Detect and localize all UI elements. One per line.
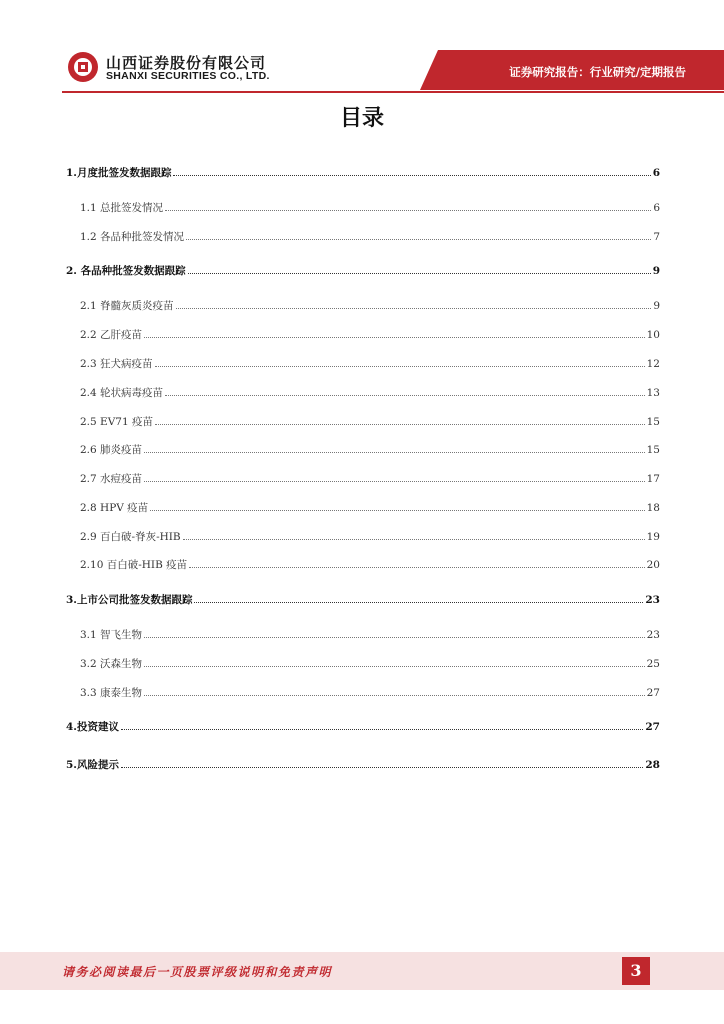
toc-dot-leader <box>183 530 645 540</box>
toc-entry[interactable] <box>80 628 660 642</box>
toc-entry-page: 6 <box>653 202 660 214</box>
toc-entry-label: 2.10 百白破-HIB 疫苗 <box>80 559 188 571</box>
toc-entry[interactable] <box>80 501 660 515</box>
toc-dot-leader <box>150 501 644 511</box>
toc-entry-label: 2.1 脊髓灰质炎疫苗 <box>80 300 174 312</box>
toc-dot-leader <box>173 166 650 176</box>
toc-dot-leader <box>144 686 645 696</box>
toc-entry-page: 20 <box>646 559 660 571</box>
toc-entry-page: 15 <box>646 444 660 456</box>
toc-dot-leader <box>121 758 643 768</box>
toc-dot-leader <box>121 720 643 730</box>
toc-entry-label: 3.上市公司批签发数据跟踪 <box>66 594 193 606</box>
toc-dot-leader <box>144 443 645 453</box>
toc-entry-page: 7 <box>653 231 660 243</box>
toc-entry-label: 3.2 沃森生物 <box>80 658 143 670</box>
toc-entry-page: 15 <box>646 416 660 428</box>
toc-entry-page: 9 <box>653 300 660 312</box>
toc-entry-page: 25 <box>646 658 660 670</box>
toc-entry[interactable] <box>80 230 660 244</box>
toc-entry-label: 2.5 EV71 疫苗 <box>80 416 153 428</box>
toc-entry-label: 5.风险提示 <box>66 759 119 771</box>
toc-dot-leader <box>188 264 651 274</box>
toc-entry[interactable] <box>80 558 660 572</box>
toc-dot-leader <box>144 628 645 638</box>
toc-dot-leader <box>165 386 645 396</box>
toc-entry[interactable] <box>66 593 660 607</box>
toc-dot-leader <box>144 328 645 338</box>
toc-entry-page: 9 <box>652 265 660 277</box>
toc-entry[interactable] <box>66 758 660 772</box>
report-type-label: 证券研究报告：行业研究/定期报告 <box>509 65 686 79</box>
page-number: 3 <box>622 957 650 985</box>
toc-entry[interactable] <box>80 299 660 313</box>
toc-entry[interactable] <box>80 386 660 400</box>
toc-entry-label: 2.6 肺炎疫苗 <box>80 444 143 456</box>
page-header <box>0 0 724 95</box>
toc-entry[interactable] <box>80 657 660 671</box>
toc-entry-label: 2.2 乙肝疫苗 <box>80 329 143 341</box>
toc-entry[interactable] <box>80 415 660 429</box>
company-logo-icon <box>68 52 98 82</box>
toc-entry[interactable] <box>80 357 660 371</box>
toc-entry-page: 23 <box>646 629 660 641</box>
toc-entry-label: 2.7 水痘疫苗 <box>80 473 143 485</box>
toc-entry-label: 1.月度批签发数据跟踪 <box>66 167 172 179</box>
toc-entry[interactable] <box>80 201 660 215</box>
toc-entry-label: 2.4 轮状病毒疫苗 <box>80 387 164 399</box>
toc-entry-label: 2.8 HPV 疫苗 <box>80 502 149 514</box>
toc-entry-page: 6 <box>652 167 660 179</box>
toc-title: 目录 <box>339 106 384 131</box>
toc-entry-page: 18 <box>646 502 660 514</box>
toc-dot-leader <box>144 472 645 482</box>
toc-entry-label: 3.3 康泰生物 <box>80 687 143 699</box>
toc-dot-leader <box>176 299 652 309</box>
toc-entry-label: 4.投资建议 <box>66 721 119 733</box>
toc-entry[interactable] <box>66 264 660 278</box>
company-name-en: SHANXI SECURITIES CO., LTD. <box>106 70 270 82</box>
toc-dot-leader <box>155 357 645 367</box>
toc-dot-leader <box>155 415 645 425</box>
toc-entry-label: 1.2 各品种批签发情况 <box>80 231 185 243</box>
toc-entry[interactable] <box>80 472 660 486</box>
toc-entry[interactable] <box>80 686 660 700</box>
toc-entry-page: 17 <box>646 473 660 485</box>
toc-entry-label: 2. 各品种批签发数据跟踪 <box>66 265 186 277</box>
toc-entry-label: 2.3 狂犬病疫苗 <box>80 358 153 370</box>
toc-dot-leader <box>186 230 651 240</box>
toc-entry-page: 19 <box>646 531 660 543</box>
toc-entry[interactable] <box>80 530 660 544</box>
toc-entry-label: 1.1 总批签发情况 <box>80 202 164 214</box>
toc-entry-label: 3.1 智飞生物 <box>80 629 143 641</box>
header-divider <box>62 91 724 93</box>
toc-entry[interactable] <box>66 166 660 180</box>
toc-dot-leader <box>194 593 643 603</box>
toc-entry-label: 2.9 百白破-脊灰-HIB <box>80 531 181 543</box>
toc-entry-page: 27 <box>645 721 660 733</box>
toc-entry-page: 12 <box>646 358 660 370</box>
toc-dot-leader <box>144 657 645 667</box>
toc-entry[interactable] <box>66 720 660 734</box>
toc-entry[interactable] <box>80 328 660 342</box>
toc-entry-page: 10 <box>646 329 660 341</box>
company-name-cn: 山西证券股份有限公司 <box>106 54 267 72</box>
disclaimer-text: 请务必阅读最后一页股票评级说明和免责声明 <box>62 965 333 979</box>
toc-entry-page: 28 <box>645 759 660 771</box>
toc-entry-page: 27 <box>646 687 660 699</box>
toc-entry[interactable] <box>80 443 660 457</box>
toc-dot-leader <box>189 558 645 568</box>
toc-entry-page: 13 <box>646 387 660 399</box>
toc-dot-leader <box>165 201 651 211</box>
toc-entry-page: 23 <box>645 594 660 606</box>
